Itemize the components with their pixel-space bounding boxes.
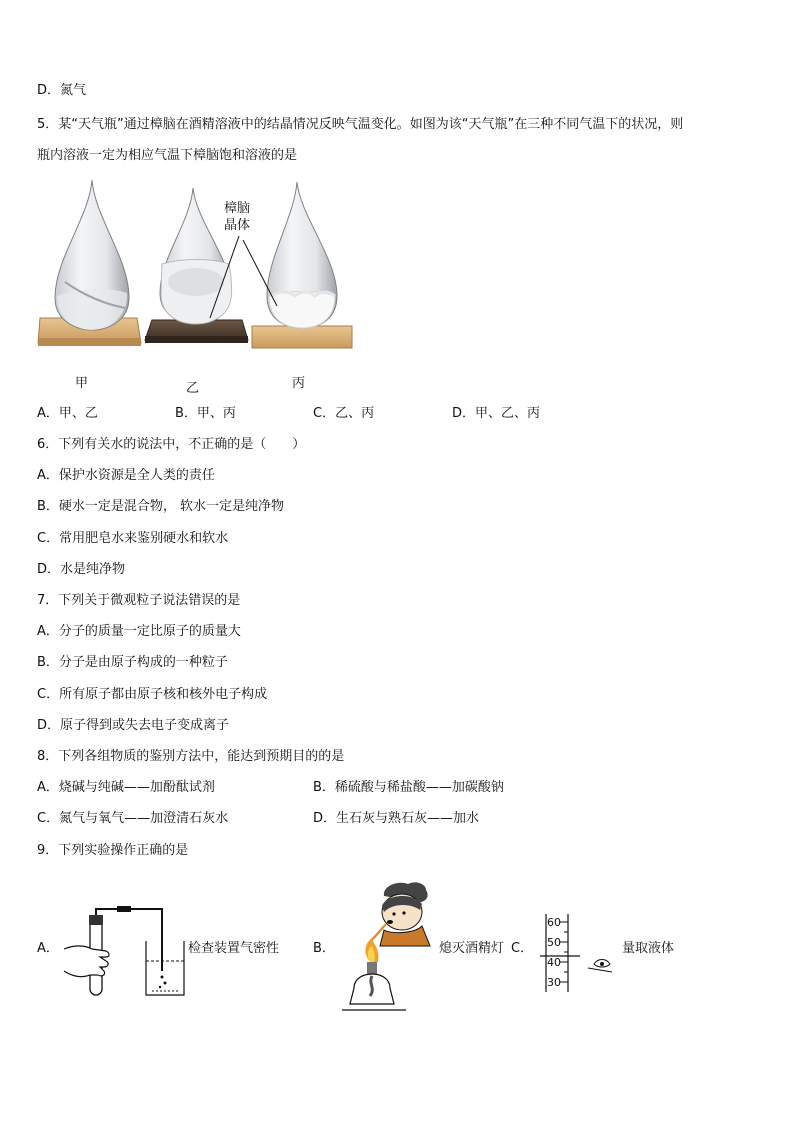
weather-glass-figure: [35, 178, 355, 353]
cylinder-tick-60: 60: [547, 916, 561, 929]
q8-option-c[interactable]: C．氮气与氧气——加澄清石灰水: [37, 811, 229, 826]
question-5-stem-line2: 瓶内溶液一定为相应气温下樟脑饱和溶液的是: [37, 148, 298, 163]
question-6-stem: 6．下列有关水的说法中，不正确的是（ ）: [37, 437, 306, 452]
q9-option-a-text: 检查装置气密性: [188, 941, 280, 956]
question-8-stem: 8．下列各组物质的鉴别方法中，能达到预期目的的是: [37, 749, 345, 764]
q6-option-c[interactable]: C．常用肥皂水来鉴别硬水和软水: [37, 531, 229, 546]
q9-option-c-letter[interactable]: C．: [511, 941, 534, 956]
cylinder-tick-40: 40: [547, 956, 561, 969]
q7-option-b[interactable]: B．分子是由原子构成的一种粒子: [37, 655, 228, 670]
q7-option-d[interactable]: D．原子得到或失去电子变成离子: [37, 718, 230, 733]
q7-option-c[interactable]: C．所有原子都由原子核和核外电子构成: [37, 687, 268, 702]
jar-label-bing: 丙: [292, 376, 306, 391]
q5-option-b[interactable]: B．甲、丙: [175, 406, 236, 421]
q7-option-a[interactable]: A．分子的质量一定比原子的质量大: [37, 624, 241, 639]
alcohol-lamp-diagram: [340, 876, 440, 1018]
question-9-stem: 9．下列实验操作正确的是: [37, 843, 189, 858]
question-5-stem-line1: 5．某“天气瓶”通过樟脑在酒精溶液中的结晶情况反映气温变化。如图为该“天气瓶”在三种不同气温下的状况，则: [37, 117, 684, 132]
q8-option-a[interactable]: A．烧碱与纯碱——加酚酞试剂: [37, 780, 215, 795]
question-7-stem: 7．下列关于微观粒子说法错误的是: [37, 593, 241, 608]
q6-option-a[interactable]: A．保护水资源是全人类的责任: [37, 468, 215, 483]
cylinder-tick-50: 50: [547, 936, 561, 949]
jar-label-jia: 甲: [75, 376, 89, 391]
jar-label-yi: 乙: [186, 381, 200, 396]
q5-option-a[interactable]: A．甲、乙: [37, 406, 98, 421]
q5-option-c[interactable]: C．乙、丙: [313, 406, 375, 421]
jar-jia: [38, 180, 141, 346]
jar-bing: [252, 182, 352, 348]
q8-option-b[interactable]: B．稀硫酸与稀盐酸——加碳酸钠: [313, 780, 504, 795]
camphor-crystal-callout: 樟脑 晶体: [224, 201, 251, 233]
q9-option-a-letter[interactable]: A．: [37, 941, 59, 956]
q5-option-d[interactable]: D．甲、乙、丙: [452, 406, 541, 421]
q9-option-b-letter[interactable]: B．: [313, 941, 335, 956]
airtightness-check-diagram: [62, 905, 190, 1001]
q6-option-d[interactable]: D．水是纯净物: [37, 562, 126, 577]
q9-option-b-text: 熄灭酒精灯: [439, 941, 505, 956]
q9-option-c-text: 量取液体: [622, 941, 675, 956]
cylinder-tick-30: 30: [547, 976, 561, 989]
previous-option-d: D．氮气: [37, 83, 87, 98]
q6-option-b[interactable]: B．硬水一定是混合物， 软水一定是纯净物: [37, 499, 285, 514]
q8-option-d[interactable]: D．生石灰与熟石灰——加水: [313, 811, 480, 826]
